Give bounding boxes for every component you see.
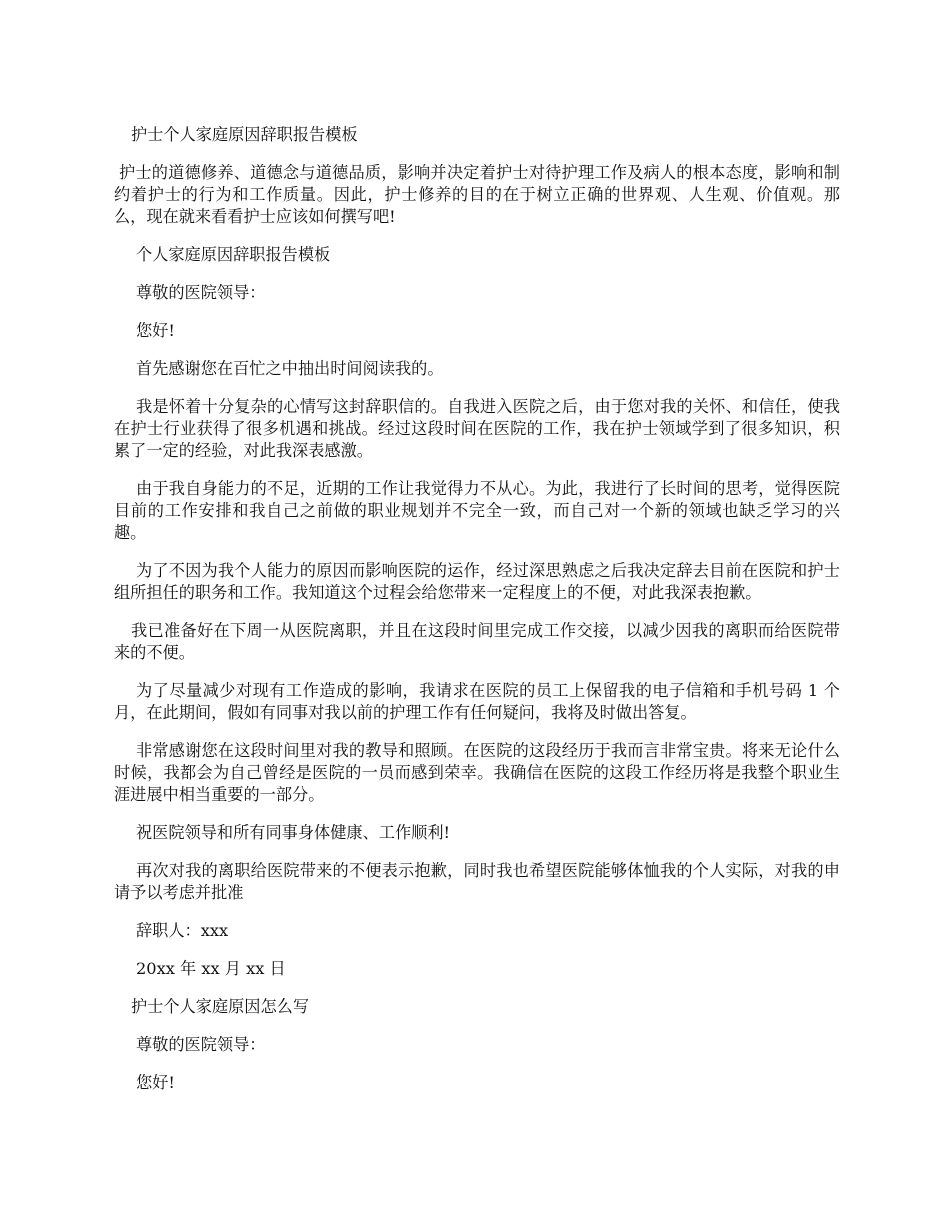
body-paragraph: 由于我自身能力的不足，近期的工作让我觉得力不从心。为此，我进行了长时间的思考，觉得医院目前的工作安排和我自己之前做的职业规划并不完全一致，而自己对一个新的领域也缺乏学习的兴趣。 xyxy=(114,479,840,542)
greeting: 您好! xyxy=(136,1073,175,1092)
salutation: 尊敬的医院领导： xyxy=(136,283,266,302)
date-line: 20xx 年 xx 月 xx 日 xyxy=(136,959,286,978)
body-paragraph: 为了尽量减少对现有工作造成的影响，我请求在医院的员工上保留我的电子信箱和手机号码 1 个月，在此期间，假如有同事对我以前的护理工作有任何疑问，我将及时做出答复。 xyxy=(114,681,840,722)
section-heading: 护士个人家庭原因怎么写 xyxy=(131,997,310,1016)
body-paragraph: 首先感谢您在百忙之中抽出时间阅读我的。 xyxy=(136,359,444,378)
greeting: 您好! xyxy=(136,321,175,340)
closing-wish: 祝医院领导和所有同事身体健康、工作顺利! xyxy=(136,823,451,842)
signature-line: 辞职人：xxx xyxy=(136,921,229,940)
document-title: 护士个人家庭原因辞职报告模板 xyxy=(131,125,358,144)
intro-paragraph: 护士的道德修养、道德念与道德品质，影响并决定着护士对待护理工作及病人的根本态度，影响和制约着护士的行为和工作质量。因此，护士修养的目的在于树立正确的世界观、人生观、价值观。那么，现在就来看看护士应该如何撰写吧! xyxy=(114,163,840,226)
body-paragraph: 我是怀着十分复杂的心情写这封辞职信的。自我进入医院之后，由于您对我的关怀、和信任，使我在护士行业获得了很多机遇和挑战。经过这段时间在医院的工作，我在护士领域学到了很多知识，积累了一定的经验，对此我深表感激。 xyxy=(114,397,840,460)
closing-paragraph: 再次对我的离职给医院带来的不便表示抱歉，同时我也希望医院能够体恤我的个人实际，对我的申请予以考虑并批准 xyxy=(114,861,840,902)
section-heading: 个人家庭原因辞职报告模板 xyxy=(136,245,331,264)
body-paragraph: 非常感谢您在这段时间里对我的教导和照顾。在医院的这段经历于我而言非常宝贵。将来无论什么时候，我都会为自己曾经是医院的一员而感到荣幸。我确信在医院的这段工作经历将是我整个职业生涯进展中相当重要的一部分。 xyxy=(114,741,840,804)
document-page xyxy=(114,124,840,1110)
salutation: 尊敬的医院领导： xyxy=(136,1035,266,1054)
body-paragraph: 为了不因为我个人能力的原因而影响医院的运作，经过深思熟虑之后我决定辞去目前在医院和护士组所担任的职务和工作。我知道这个过程会给您带来一定程度上的不便，对此我深表抱歉。 xyxy=(114,561,840,602)
body-paragraph: 我已准备好在下周一从医院离职，并且在这段时间里完成工作交接，以减少因我的离职而给医院带来的不便。 xyxy=(114,621,840,662)
